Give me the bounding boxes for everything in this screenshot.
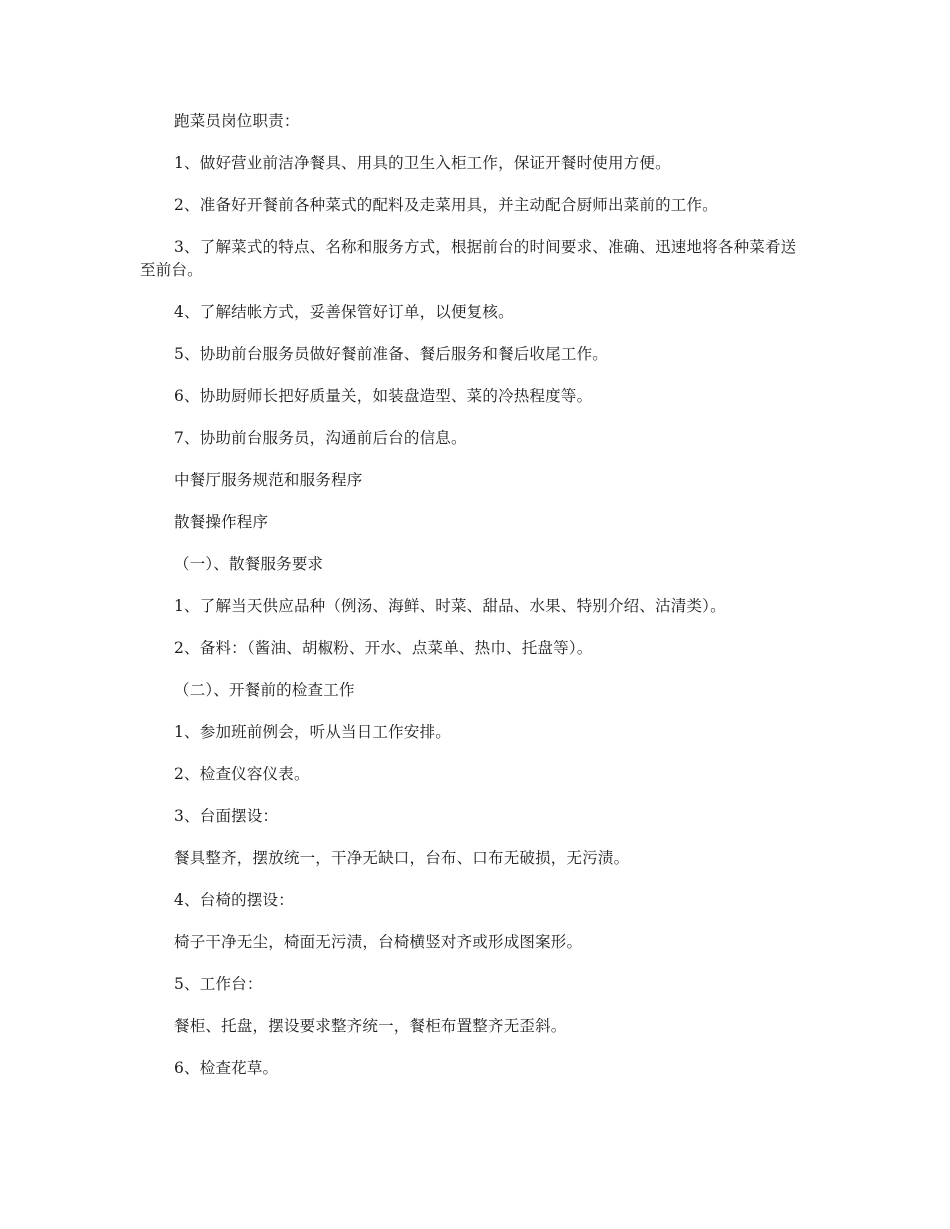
check-item-5-detail: 餐柜、托盘，摆设要求整齐统一，餐柜布置整齐无歪斜。 (174, 1017, 567, 1035)
requirement-item-1: 1、了解当天供应品种（例汤、海鲜、时菜、甜品、水果、特别介绍、沽清类）。 (174, 597, 726, 615)
section-heading-runner-duties: 跑菜员岗位职责： (174, 112, 300, 130)
subsection-heading-service-requirements: （一）、散餐服务要求 (174, 555, 324, 573)
check-item-1: 1、参加班前例会，听从当日工作安排。 (174, 723, 451, 741)
check-item-3: 3、台面摆设： (174, 807, 279, 825)
duty-item-3: 3、了解菜式的特点、名称和服务方式，根据前台的时间要求、准确、迅速地将各种菜肴送至前台。 (140, 238, 797, 279)
check-item-4-detail: 椅子干净无尘，椅面无污渍，台椅横竖对齐或形成图案形。 (174, 933, 583, 951)
check-item-2: 2、检查仪容仪表。 (174, 765, 310, 783)
section-heading-a-la-carte-procedure: 散餐操作程序 (174, 513, 269, 531)
duty-item-2: 2、准备好开餐前各种菜式的配料及走菜用具，并主动配合厨师出菜前的工作。 (174, 196, 718, 214)
subsection-heading-pre-opening-checks: （二）、开餐前的检查工作 (174, 681, 355, 699)
check-item-3-detail: 餐具整齐，摆放统一，干净无缺口，台布、口布无破损，无污渍。 (174, 849, 630, 867)
check-item-6: 6、检查花草。 (174, 1059, 279, 1077)
section-heading-service-standards: 中餐厅服务规范和服务程序 (174, 471, 363, 489)
duty-item-1: 1、做好营业前洁净餐具、用具的卫生入柜工作，保证开餐时使用方便。 (174, 154, 671, 172)
check-item-5: 5、工作台： (174, 975, 263, 993)
duty-item-6: 6、协助厨师长把好质量关，如装盘造型、菜的冷热程度等。 (174, 387, 593, 405)
duty-item-7: 7、协助前台服务员，沟通前后台的信息。 (174, 429, 467, 447)
duty-item-5: 5、协助前台服务员做好餐前准备、餐后服务和餐后收尾工作。 (174, 345, 608, 363)
document-body (140, 110, 810, 1099)
check-item-4: 4、台椅的摆设： (174, 891, 294, 909)
requirement-item-2: 2、备料：（酱油、胡椒粉、开水、点菜单、热巾、托盘等）。 (174, 639, 593, 657)
duty-item-4: 4、了解结帐方式，妥善保管好订单，以便复核。 (174, 303, 514, 321)
